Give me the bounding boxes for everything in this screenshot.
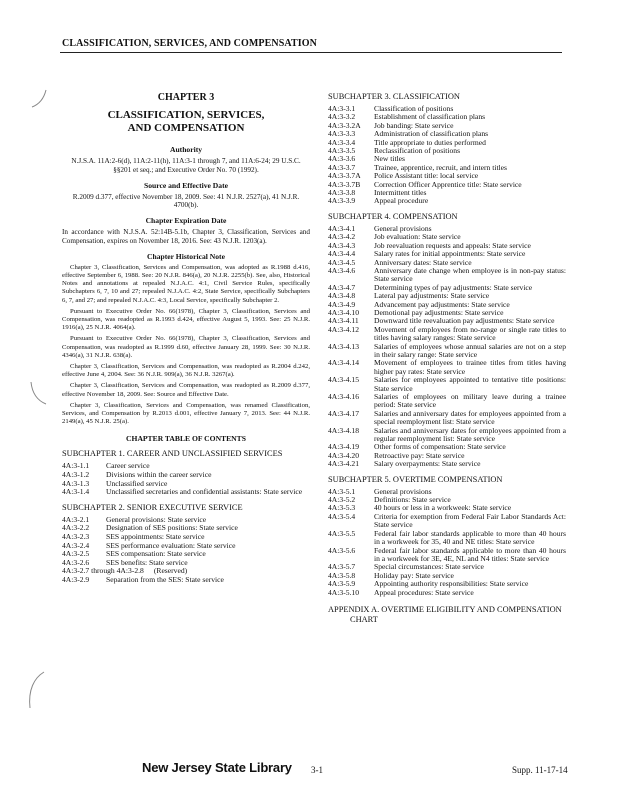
toc-title: Holiday pay: State service — [374, 570, 454, 580]
toc-number: 4A:3-3.5 — [328, 146, 356, 156]
toc-number: 4A:3-3.7A — [328, 171, 361, 181]
toc-title: Administration of classification plans — [374, 129, 489, 139]
toc-number: 4A:3-4.2 — [328, 232, 356, 242]
toc-title: Anniversary date change when employee is in non-pay status: State service — [374, 265, 566, 284]
toc-item — [328, 460, 566, 468]
toc-number: 4A:3-4.18 — [328, 425, 360, 435]
chapter-title — [62, 109, 310, 135]
toc-number: 4A:3-2.7 through 4A:3-2.8 — [62, 566, 144, 576]
subchapter-2-list — [62, 516, 310, 585]
toc-title: Career service — [106, 461, 150, 471]
appendix-title: APPENDIX A. OVERTIME ELIGIBILITY AND COMPENSATION CHART — [328, 604, 562, 624]
toc-number: 4A:3-5.10 — [328, 587, 360, 597]
toc-number: 4A:3-4.20 — [328, 450, 360, 460]
toc-title: Intermittent titles — [374, 188, 427, 198]
toc-title: Salaries of employees whose annual salaries are not on a step in their salary range: State service — [374, 341, 566, 359]
toc-number: 4A:3-4.13 — [328, 341, 360, 351]
authority-heading: Authority — [169, 145, 203, 154]
toc-item — [328, 147, 566, 155]
chapter-title-line-1: CLASSIFICATION, SERVICES, — [107, 109, 265, 121]
chapter-label: CHAPTER 3 — [157, 92, 215, 103]
toc-number: 4A:3-4.10 — [328, 307, 360, 317]
history-paragraph: Pursuant to Executive Order No. 66(1978), Chapter 3, Classification, Services and Compensation, was readopted as R.1993 d.424, effective August 5, 1993. See: 25 N.J.R. 1916(a), 25 N.J.R. 4064(a). — [62, 307, 310, 332]
toc-number: 4A:3-5.6 — [328, 545, 356, 555]
history-paragraph: Chapter 3, Classification, Services and Compensation, was readopted as R.2004 d.242, effective June 4, 2004. See: 36 N.J.R. 909(a), 36 N.J.R. 3267(a). — [62, 363, 310, 379]
toc-number: 4A:3-4.12 — [328, 324, 360, 334]
toc-number: 4A:3-4.1 — [328, 223, 356, 233]
history-heading: Chapter Historical Note — [147, 251, 225, 261]
toc-title: Downward title reevaluation pay adjustments: State service — [374, 316, 555, 326]
toc-number: 4A:3-3.6 — [328, 154, 356, 164]
toc-title: Salaries and anniversary dates for employees appointed from a regular reemployment list: State service — [374, 425, 566, 444]
toc-number: 4A:3-1.4 — [62, 487, 90, 497]
toc-number: 4A:3-4.7 — [328, 282, 356, 292]
supplement-date: Supp. 11-17-14 — [512, 765, 568, 775]
toc-number: 4A:3-3.3 — [328, 129, 356, 139]
toc-title: Criteria for exemption from Federal Fair Labor Standards Act: State service — [374, 511, 566, 530]
toc-number: 4A:3-4.11 — [328, 316, 359, 326]
toc-number: 4A:3-4.14 — [328, 358, 360, 368]
toc-number: 4A:3-4.5 — [328, 257, 356, 267]
toc-number: 4A:3-4.15 — [328, 375, 360, 385]
toc-title: Advancement pay adjustments: State service — [374, 299, 510, 309]
toc-number: 4A:3-5.8 — [328, 570, 356, 580]
margin-mark-middle — [28, 380, 48, 406]
toc-number: 4A:3-3.1 — [328, 104, 356, 113]
toc-number: 4A:3-4.9 — [328, 299, 356, 309]
toc-title: SES benefits: State service — [106, 557, 188, 567]
toc-item — [62, 576, 310, 585]
toc-item — [328, 589, 566, 597]
running-head: CLASSIFICATION, SERVICES, AND COMPENSATION — [62, 38, 317, 49]
toc-item — [328, 326, 566, 343]
toc-number: 4A:3-4.8 — [328, 291, 356, 301]
toc-item — [328, 359, 566, 376]
toc-item — [328, 393, 566, 410]
subchapter-1-title: SUBCHAPTER 1. CAREER AND UNCLASSIFIED SERVICES — [62, 449, 283, 459]
source-text: R.2009 d.377, effective November 18, 2009. See: 41 N.J.R. 2527(a), 41 N.J.R. 4700(b). — [72, 192, 300, 210]
toc-number: 4A:3-5.2 — [328, 495, 356, 505]
toc-number: 4A:3-3.4 — [328, 137, 356, 147]
toc-item — [328, 343, 566, 360]
subchapter-4-title: SUBCHAPTER 4. COMPENSATION — [328, 211, 458, 221]
toc-heading: CHAPTER TABLE OF CONTENTS — [126, 434, 246, 444]
toc-title: Movement of employees from no-range or single rate titles to titles having salary ranges: State service — [374, 324, 566, 343]
margin-mark-top — [28, 88, 48, 110]
toc-number: 4A:3-1.3 — [62, 478, 90, 488]
toc-title: Salaries and anniversary dates for employees appointed from a special reemployment list: State service — [374, 408, 566, 427]
subchapter-3-list — [328, 105, 566, 206]
toc-title: General provisions: State service — [106, 514, 207, 524]
toc-number: 4A:3-2.2 — [62, 523, 90, 533]
toc-title: Unclassified service — [106, 478, 168, 488]
toc-title: Title appropriate to duties performed — [374, 137, 486, 147]
toc-item — [62, 471, 310, 480]
toc-item — [328, 189, 566, 197]
toc-number: 4A:3-3.2 — [328, 112, 356, 122]
toc-item — [328, 410, 566, 427]
expiration-heading: Chapter Expiration Date — [145, 216, 227, 226]
toc-title: 40 hours or less in a workweek: State service — [374, 503, 512, 513]
toc-title: Demotional pay adjustments: State service — [374, 307, 504, 317]
toc-title: Designation of SES positions: State service — [106, 523, 238, 533]
toc-title: Special circumstances: State service — [374, 562, 484, 572]
toc-title: General provisions — [374, 223, 432, 233]
toc-number: 4A:3-4.16 — [328, 392, 360, 401]
toc-item — [328, 267, 566, 284]
toc-number: 4A:3-5.4 — [328, 511, 356, 521]
toc-title: Federal fair labor standards applicable to more than 40 hours in a workweek for 35, 40 and NE titles: State service — [374, 528, 566, 547]
history-paragraph: Pursuant to Executive Order No. 66(1978), Chapter 3, Classification, Services and Compensation, was readopted as R.1999 d.60, effective January 28, 1999. See: 30 N.J.R. 4346(a), 31 N.J.R. 638(a). — [62, 335, 310, 359]
toc-title: Lateral pay adjustments: State service — [374, 291, 490, 301]
toc-title: Movement of employees to trainee titles from titles having higher pay rates: State service — [374, 358, 566, 376]
subchapter-4-list — [328, 225, 566, 469]
toc-title: Separation from the SES: State service — [106, 574, 224, 584]
left-column — [62, 92, 310, 585]
toc-title: Salary rates for initial appointments: State service — [374, 249, 526, 259]
toc-item — [328, 197, 566, 205]
toc-title: Divisions within the career service — [106, 470, 212, 480]
toc-number: 4A:3-2.1 — [62, 514, 90, 524]
toc-title: SES appointments: State service — [106, 532, 205, 541]
subchapter-2-title: SUBCHAPTER 2. SENIOR EXECUTIVE SERVICE — [62, 502, 243, 512]
source-heading: Source and Effective Date — [143, 180, 228, 190]
toc-title: Trainee, apprentice, recruit, and intern titles — [374, 162, 507, 172]
toc-title: Establishment of classification plans — [374, 112, 486, 122]
toc-title: SES compensation: State service — [106, 549, 206, 559]
toc-title: Job banding: State service — [374, 120, 454, 130]
history-paragraph: Chapter 3, Classification, Services and Compensation, was readopted as R.2009 d.377, effective November 18, 2009. See: Source and Effective Date. — [62, 382, 310, 398]
toc-number: 4A:3-4.17 — [328, 408, 360, 418]
toc-number: 4A:3-4.21 — [328, 459, 360, 469]
toc-number: 4A:3-3.7 — [328, 162, 356, 172]
toc-title: New titles — [374, 154, 406, 164]
toc-item — [328, 513, 566, 530]
subchapter-5-list — [328, 488, 566, 597]
toc-number: 4A:3-2.9 — [62, 574, 90, 584]
toc-title: Correction Officer Apprentice title: State service — [374, 179, 522, 189]
toc-number: 4A:3-1.2 — [62, 470, 90, 480]
history-paragraph: Chapter 3, Classification, Services and Compensation, was adopted as R.1988 d.416, effective September 6, 1988. See: 20 N.J.R. 846(a), 20 N.J.R. 2255(b). See, also, Historical Notes and annotations at repealed N.J.A.C. 4:1, Civil Service Rules, specifically Subchapters 6, 7, 10 and 27; repealed N.J.A.C. 4:2, State Service, specifically Subchapters 6, 7, and 27; and repealed N.J.A.C. 4:3, Local Service, specifically Subchapter 2. — [62, 263, 310, 304]
toc-number: 4A:3-4.19 — [328, 442, 360, 452]
toc-item — [328, 181, 566, 189]
library-watermark: New Jersey State Library — [142, 760, 292, 775]
toc-number: 4A:3-4.4 — [328, 249, 356, 259]
toc-title: Determining types of pay adjustments: State service — [374, 282, 533, 292]
expiration-text: In accordance with N.J.S.A. 52:14B-5.1b, Chapter 3, Classification, Services and Compensation, expires on November 18, 2016. See: 43 N.J.R. 1203(a). — [62, 228, 310, 245]
toc-number: 4A:3-5.3 — [328, 503, 356, 513]
toc-title: Unclassified secretaries and confidential assistants: State service — [106, 487, 303, 497]
toc-title: Police Assistant title: local service — [374, 171, 479, 181]
toc-title: Job reevaluation requests and appeals: State service — [374, 240, 531, 250]
toc-number: 4A:3-5.7 — [328, 562, 356, 572]
toc-number: 4A:3-2.3 — [62, 532, 90, 541]
toc-title: Appeal procedure — [374, 196, 429, 206]
toc-title: SES performance evaluation: State service — [106, 540, 236, 550]
toc-number: 4A:3-3.8 — [328, 188, 356, 198]
toc-title: Other forms of compensation: State service — [374, 442, 506, 452]
subchapter-5-title: SUBCHAPTER 5. OVERTIME COMPENSATION — [328, 474, 503, 484]
toc-title: Definitions: State service — [374, 495, 451, 505]
toc-title: Job evaluation: State service — [374, 232, 461, 242]
toc-title: Salaries for employees appointed to tentative title positions: State service — [374, 375, 566, 393]
toc-item — [328, 530, 566, 547]
toc-title: Salary overpayments: State service — [374, 459, 481, 469]
toc-number: 4A:3-5.9 — [328, 579, 356, 589]
toc-number: 4A:3-2.4 — [62, 540, 90, 550]
right-column — [328, 92, 566, 628]
head-rule — [60, 52, 562, 53]
toc-item — [328, 547, 566, 564]
toc-number: 4A:3-4.6 — [328, 265, 356, 275]
authority-text: N.J.S.A. 11A:2-6(d), 11A:2-11(h), 11A:3-1 through 7, and 11A:6-24; 29 U.S.C. §§201 et seq.; and Executive Order No. 70 (1992). — [71, 157, 301, 174]
subchapter-3-title: SUBCHAPTER 3. CLASSIFICATION — [328, 92, 460, 101]
toc-number: 4A:3-3.7B — [328, 179, 361, 189]
page-number: 3-1 — [311, 765, 323, 775]
history-paragraph: Chapter 3, Classification, Services and Compensation, was renamed Classification, Services, and Compensation by R.2013 d.001, effective January 7, 2013. See: 44 N.J.R. 2149(a), 45 N.J.R. 25(a). — [62, 401, 310, 426]
margin-mark-bottom — [24, 670, 46, 710]
toc-title: Classification of positions — [374, 104, 454, 113]
subchapter-1-list — [62, 462, 310, 496]
chapter-title-line-2: AND COMPENSATION — [127, 122, 245, 134]
toc-title: Salaries of employees on military leave during a trainee period: State service — [374, 392, 566, 410]
toc-number: 4A:3-4.3 — [328, 240, 356, 250]
toc-title: Appeal procedures: State service — [374, 587, 474, 597]
toc-title: Appointing authority responsibilities: State service — [374, 579, 529, 589]
toc-title: Anniversary dates: State service — [374, 257, 472, 267]
toc-item — [328, 376, 566, 393]
toc-number: 4A:3-2.5 — [62, 549, 90, 559]
toc-number: 4A:3-2.6 — [62, 557, 90, 567]
toc-title: General provisions — [374, 486, 432, 496]
toc-number: 4A:3-3.2A — [328, 120, 361, 130]
toc-number: 4A:3-5.5 — [328, 528, 356, 538]
toc-title: Retroactive pay: State service — [374, 450, 465, 460]
toc-number: 4A:3-1.1 — [62, 461, 90, 471]
toc-number: 4A:3-5.1 — [328, 486, 356, 496]
toc-number: 4A:3-3.9 — [328, 196, 356, 206]
toc-item — [62, 488, 310, 497]
toc-title: (Reserved) — [153, 566, 188, 576]
toc-item — [328, 427, 566, 444]
toc-title: Federal fair labor standards applicable to more than 40 hours in a workweek for 3E, 4E, NL and N4 titles: State service — [374, 545, 566, 563]
toc-title: Reclassification of positions — [374, 146, 461, 156]
